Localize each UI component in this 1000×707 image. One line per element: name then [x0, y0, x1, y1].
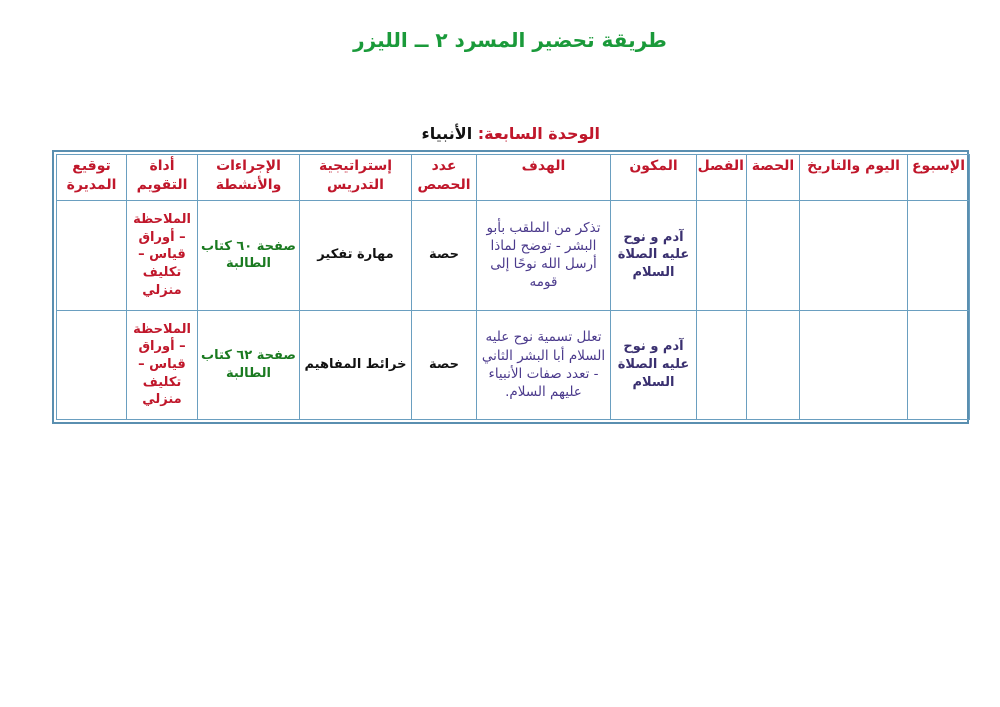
header-component: المكون — [611, 155, 697, 201]
header-activities: الإجراءات والأنشطة — [198, 155, 300, 201]
header-period: الحصة — [747, 155, 800, 201]
header-week: الإسبوع — [908, 155, 970, 201]
header-strategy: إستراتيجية التدريس — [300, 155, 412, 201]
cell-signature — [57, 201, 127, 311]
unit-label: الوحدة السابعة: — [477, 124, 600, 143]
cell-count: حصة — [412, 310, 477, 420]
cell-period — [747, 201, 800, 311]
header-date: اليوم والتاريخ — [800, 155, 908, 201]
cell-component: آدم و نوح عليه الصلاة السلام — [611, 201, 697, 311]
header-goal: الهدف — [477, 155, 611, 201]
cell-week — [908, 310, 970, 420]
cell-period — [747, 310, 800, 420]
table-header-row — [57, 155, 970, 201]
lesson-plan-table — [52, 150, 969, 424]
cell-assessment: الملاحظة – أوراق قياس – تكليف منزلي — [127, 201, 198, 311]
unit-value: الأنبياء — [421, 124, 473, 143]
header-class: الفصل — [697, 155, 747, 201]
cell-goal: تعلل تسمية نوح عليه السلام أبا البشر الثاني - تعدد صفات الأنبياء عليهم السلام. — [477, 310, 611, 420]
cell-strategy: مهارة تفكير — [300, 201, 412, 311]
unit-heading — [300, 124, 600, 143]
header-assessment: أداة التقويم — [127, 155, 198, 201]
header-count: عدد الحصص — [412, 155, 477, 201]
cell-activities: صفحة ٦٠ كتاب الطالبة — [198, 201, 300, 311]
cell-date — [800, 201, 908, 311]
cell-component: آدم و نوح عليه الصلاة السلام — [611, 310, 697, 420]
cell-goal: تذكر من الملقب بأبو البشر - توضح لماذا أرسل الله نوحًا إلى قومه — [477, 201, 611, 311]
table-row — [57, 310, 970, 420]
cell-date — [800, 310, 908, 420]
page-title: طريقة تحضير المسرد ٢ ــ الليزر — [353, 28, 667, 52]
cell-assessment: الملاحظة – أوراق قياس – تكليف منزلي — [127, 310, 198, 420]
cell-class — [697, 201, 747, 311]
cell-strategy: خرائط المفاهيم — [300, 310, 412, 420]
cell-count: حصة — [412, 201, 477, 311]
cell-signature — [57, 310, 127, 420]
header-signature: توقيع المديرة — [57, 155, 127, 201]
cell-activities: صفحة ٦٢ كتاب الطالبة — [198, 310, 300, 420]
cell-class — [697, 310, 747, 420]
cell-week — [908, 201, 970, 311]
table-row — [57, 201, 970, 311]
